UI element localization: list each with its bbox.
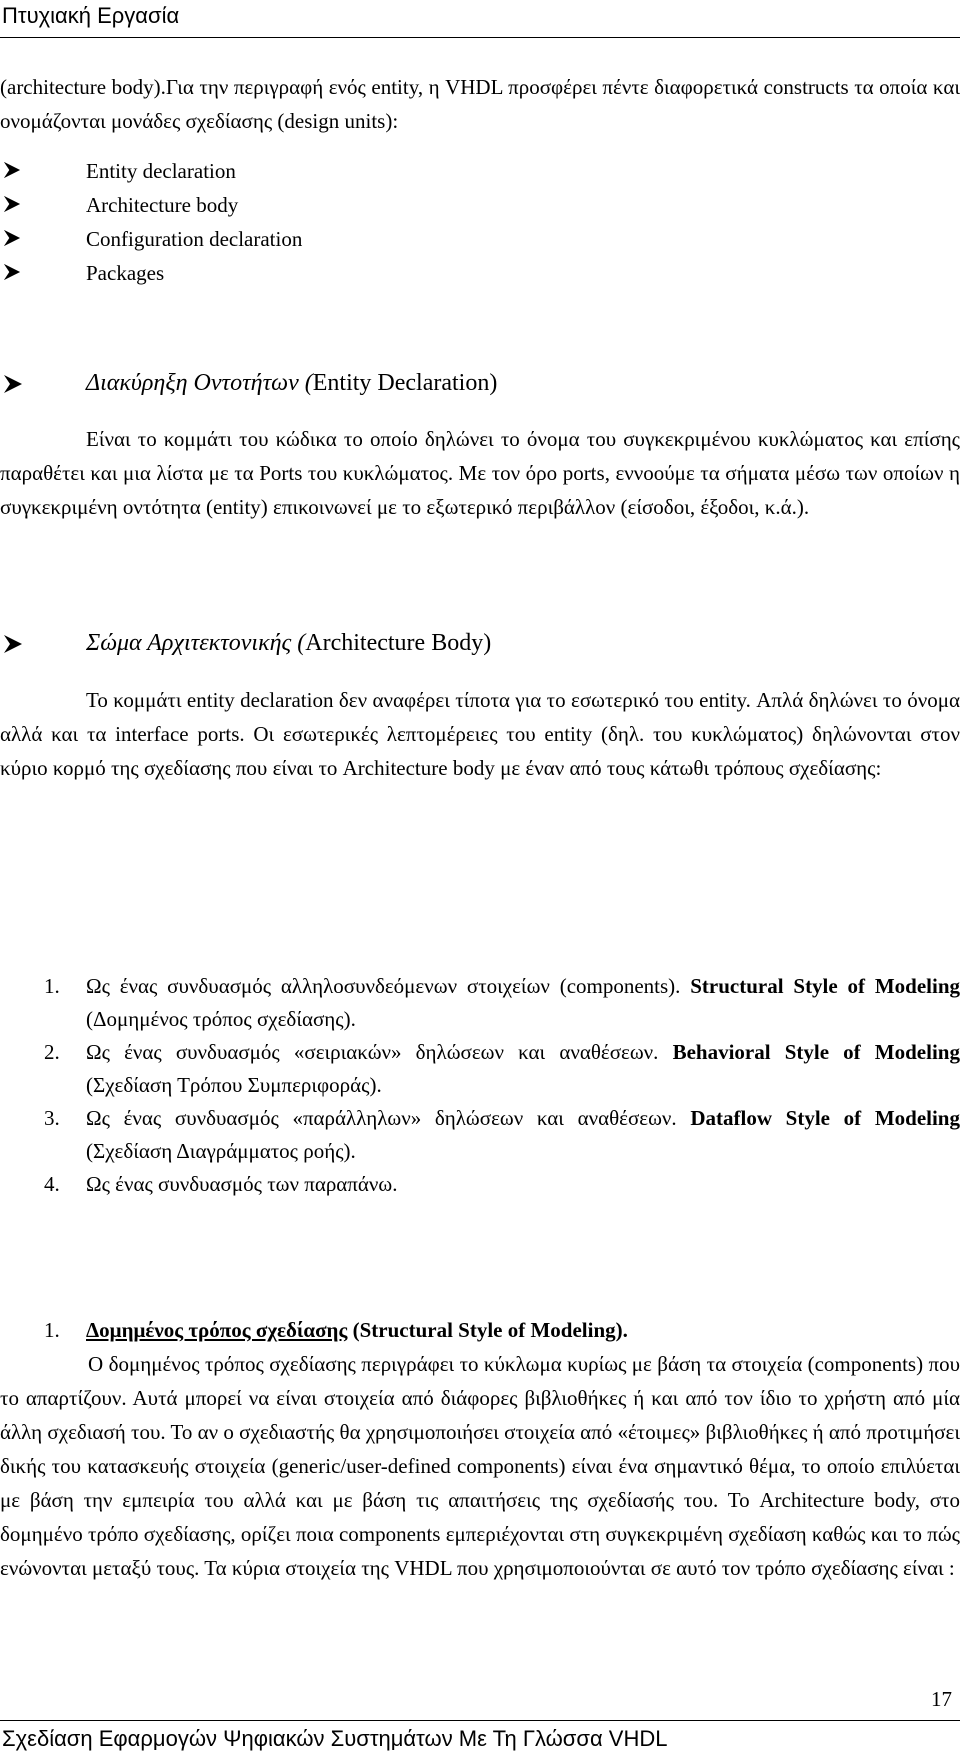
modeling-style-item (0, 1168, 960, 1201)
page-header (0, 0, 960, 38)
architecture-heading-english: Architecture Body) (305, 630, 492, 656)
design-unit-label: Packages (86, 261, 165, 285)
style-number: 2. (44, 1040, 60, 1064)
modeling-styles-list (0, 970, 960, 1201)
style-number: 3. (44, 1106, 60, 1130)
arrow-bullet-icon (2, 256, 28, 290)
style-text: Ως ένας συνδυασμός «παράλληλων» δηλώσεων και αναθέσεων. (86, 1106, 691, 1130)
page-number: 17 (931, 1687, 952, 1711)
style-number: 4. (44, 1172, 60, 1196)
design-unit-item (0, 154, 960, 188)
style-text: Ως ένας συνδυασμός των παραπάνω. (86, 1172, 398, 1196)
arrow-bullet-icon (2, 154, 28, 188)
structural-heading-english: (Structural Style of Modeling). (347, 1318, 628, 1342)
design-unit-item (0, 256, 960, 290)
style-name: Behavioral Style of Modeling (672, 1040, 960, 1064)
design-unit-item (0, 188, 960, 222)
style-text: Ως ένας συνδυασμός αλληλοσυνδεόμενων στοιχείων (components). (86, 974, 691, 998)
style-name: Structural Style of Modeling (690, 974, 960, 998)
style-text: Ως ένας συνδυασμός «σειριακών» δηλώσεων και αναθέσεων. (86, 1040, 673, 1064)
design-unit-label: Configuration declaration (86, 227, 303, 251)
modeling-style-item (0, 1102, 960, 1168)
arrow-bullet-icon (2, 626, 28, 660)
style-description: (Σχεδίαση Τρόπου Συμπεριφοράς). (86, 1073, 382, 1097)
header-title: Πτυχιακή Εργασία (2, 3, 180, 28)
design-unit-label: Architecture body (86, 193, 239, 217)
structural-heading (0, 1313, 960, 1347)
architecture-paragraph: Το κομμάτι entity declaration δεν αναφέρει τίποτα για το εσωτερικό του entity. Απλά δηλώνει το όνομα αλλά και τα interface ports. Οι εσωτερικές λεπτομέρειες του entity (δηλ. του κυκλώματος) δηλώνονται στον κύριο κορμό της σχεδίασης που είναι το Architecture body με έναν από τους κάτωθι τρόπους σχεδίασης: (0, 688, 960, 780)
entity-section (0, 366, 960, 524)
intro-block (0, 70, 960, 138)
style-number: 1. (44, 974, 60, 998)
styles-block (0, 970, 960, 1201)
arrow-bullet-icon (2, 222, 28, 256)
arrow-bullet-icon (2, 366, 28, 400)
design-units-block (0, 154, 960, 290)
arrow-bullet-icon (2, 188, 28, 222)
architecture-section (0, 626, 960, 785)
entity-heading-english: Entity Declaration) (312, 370, 498, 396)
footer-text: Σχεδίαση Εφαρμογών Ψηφιακών Συστημάτων Με Τη Γλώσσα VHDL (2, 1726, 668, 1751)
structural-number: 1. (44, 1318, 60, 1342)
design-unit-label: Entity declaration (86, 159, 236, 183)
design-units-list (0, 154, 960, 290)
style-description: (Δομημένος τρόπος σχεδίασης). (86, 1007, 356, 1031)
entity-heading-greek: Διακύρηξη Οντοτήτων ( (86, 370, 313, 396)
structural-section (0, 1313, 960, 1585)
style-description: (Σχεδίαση Διαγράμματος ροής). (86, 1139, 356, 1163)
architecture-heading (0, 626, 960, 660)
design-unit-item (0, 222, 960, 256)
entity-heading (0, 366, 960, 400)
style-name: Dataflow Style of Modeling (690, 1106, 960, 1130)
modeling-style-item (0, 1036, 960, 1102)
intro-paragraph: (architecture body).Για την περιγραφή ενός entity, η VHDL προσφέρει πέντε διαφορετικά constructs τα οποία και ονομάζονται μονάδες σχεδίασης (design units): (0, 75, 960, 133)
footer-divider (0, 1720, 960, 1721)
structural-heading-greek: Δομημένος τρόπος σχεδίασης (86, 1318, 348, 1342)
structural-paragraph: Ο δομημένος τρόπος σχεδίασης περιγράφει το κύκλωμα κυρίως με βάση τα στοιχεία (components) που το απαρτίζουν. Αυτά μπορεί να είναι στοιχεία από διάφορες βιβλιοθήκες ή και από τον ίδιο το χρήστη από μία άλλη σχεδιασή του. Το αν ο σχεδιαστής θα χρησιμοποιήσει στοιχεία από «έτοιμες» βιβλιοθήκες ή από προτιμήσει δικής του κατασκευής στοιχεία (generic/user-defined components) είναι ένα σημαντικό θέμα, το οποίο επιλύεται με βάση την εμπειρία του αλλά και με βάση τις απαιτήσεις της σχεδίασής του. Το Architecture body, στο δομημένο τρόπο σχεδίασης, ορίζει ποια components εμπεριέχονται στη συγκεκριμένη σχεδίαση καθώς και το πώς ενώνονται μεταξύ τους. Τα κύρια στοιχεία της VHDL που χρησιμοποιούνται σε αυτό τον τρόπο σχεδίασης είναι : (0, 1352, 960, 1580)
modeling-style-item (0, 970, 960, 1036)
entity-paragraph: Είναι το κομμάτι του κώδικα το οποίο δηλώνει το όνομα του συγκεκριμένου κυκλώματος και επίσης παραθέτει και μια λίστα με τα Ports του κυκλώματος. Με τον όρο ports, εννοούμε τα σήματα μέσω των οποίων η συγκεκριμένη οντότητα (entity) επικοινωνεί με το εξωτερικό περιβάλλον (είσοδοι, έξοδοι, κ.ά.). (0, 427, 960, 519)
architecture-heading-greek: Σώμα Αρχιτεκτονικής ( (86, 630, 306, 656)
